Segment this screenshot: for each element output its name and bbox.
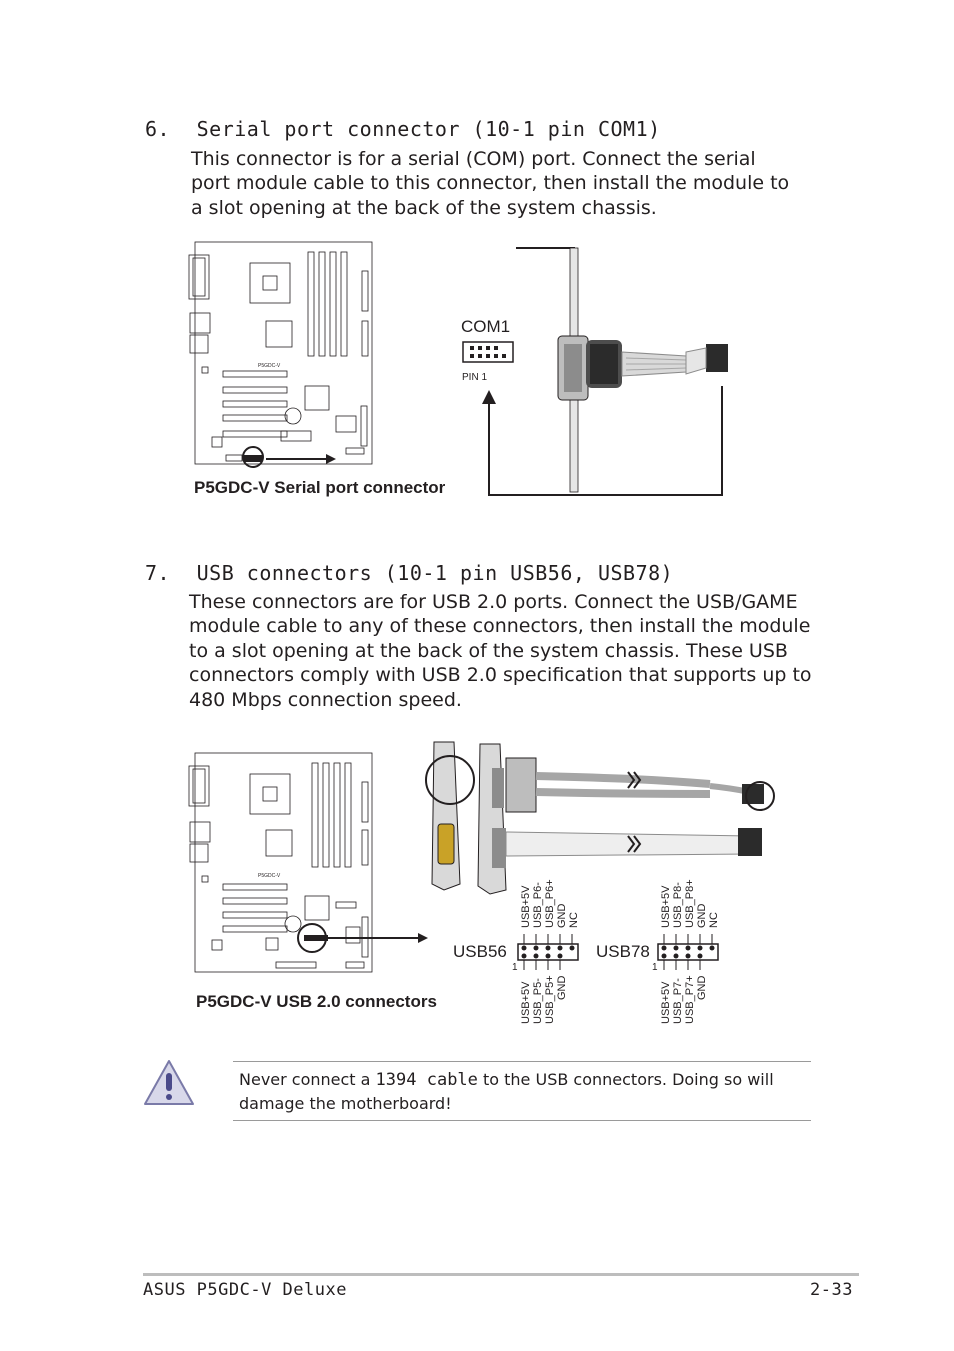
board-label-usb: P5GDC-V <box>258 873 281 879</box>
com1-pin1-label: PIN 1 <box>462 372 488 383</box>
usb56-bottom-pin-4: GND <box>556 975 568 1000</box>
warning-text <box>239 1068 799 1115</box>
section-7-number: 7. <box>145 561 171 585</box>
footer-product: ASUS P5GDC-V Deluxe <box>143 1280 347 1300</box>
usb78-bottom-pin-4: GND <box>696 975 708 1000</box>
usb56-pin-diagram <box>516 934 584 970</box>
usb78-top-pin-2: USB_P8- <box>672 882 684 928</box>
usb78-bottom-pin-3: USB_P7+ <box>684 975 696 1024</box>
com1-header-icon <box>462 341 514 363</box>
section-6-heading <box>145 117 661 141</box>
usb78-pin-diagram <box>656 934 724 970</box>
section-7-title: USB connectors (10-1 pin USB56, USB78) <box>196 561 674 585</box>
warning-text-after: to the USB connectors. Doing so will damage the motherboard! <box>239 1070 774 1113</box>
usb78-top-pin-1: USB+5V <box>660 885 672 928</box>
warning-text-before: Never connect a <box>239 1070 376 1089</box>
usb78-bottom-pin-2: USB_P7- <box>672 978 684 1024</box>
board-label-serial: P5GDC-V <box>258 363 281 369</box>
usb78-top-pin-4: GND <box>696 903 708 928</box>
usb-game-module-illustration <box>420 740 780 894</box>
usb56-top-pin-5: NC <box>568 912 580 928</box>
usb56-label: USB56 <box>453 942 507 961</box>
motherboard-diagram-usb <box>186 752 376 974</box>
usb56-top-pin-4: GND <box>556 903 568 928</box>
usb56-top-pin-1: USB+5V <box>520 885 532 928</box>
section-6-body: This connector is for a serial (COM) port. Connect the serial port module cable to this connector, then install the module to a slot opening at the back of the system chassis. <box>191 148 790 219</box>
section-7-body: These connectors are for USB 2.0 ports. Connect the USB/GAME module cable to any of these connectors, then install the module to a slot opening at the back of the system chassis. These USB connectors comply with USB 2.0 specification that supports up to 480 Mbps connection speed. <box>189 591 812 711</box>
section-6-title: Serial port connector (10-1 pin COM1) <box>196 117 661 141</box>
usb78-pin1-label: 1 <box>652 962 658 973</box>
usb78-top-pin-5: NC <box>708 912 720 928</box>
footer-page-number: 2-33 <box>810 1280 853 1300</box>
section-7-heading <box>145 561 673 585</box>
usb56-top-pin-2: USB_P6- <box>532 882 544 928</box>
com1-label: COM1 <box>461 317 511 336</box>
serial-figure-caption: P5GDC-V Serial port connector <box>194 478 446 497</box>
usb-figure-caption: P5GDC-V USB 2.0 connectors <box>196 992 437 1011</box>
usb56-bottom-pin-1: USB+5V <box>520 981 532 1024</box>
section-6-number: 6. <box>145 117 171 141</box>
usb78-bottom-pin-1: USB+5V <box>660 981 672 1024</box>
warning-triangle-icon <box>143 1058 195 1108</box>
warning-emphasis: 1394 cable <box>375 1070 478 1090</box>
usb56-bottom-pin-3: USB_P5+ <box>544 975 556 1024</box>
usb56-top-pin-3: USB_P6+ <box>544 879 556 928</box>
serial-bracket-illustration <box>486 244 736 500</box>
usb56-pin1-label: 1 <box>512 962 518 973</box>
usb78-top-pin-3: USB_P8+ <box>684 879 696 928</box>
footer-rule <box>143 1273 859 1276</box>
usb78-label: USB78 <box>596 942 650 961</box>
usb56-bottom-pin-2: USB_P5- <box>532 978 544 1024</box>
motherboard-diagram-serial <box>186 241 376 467</box>
